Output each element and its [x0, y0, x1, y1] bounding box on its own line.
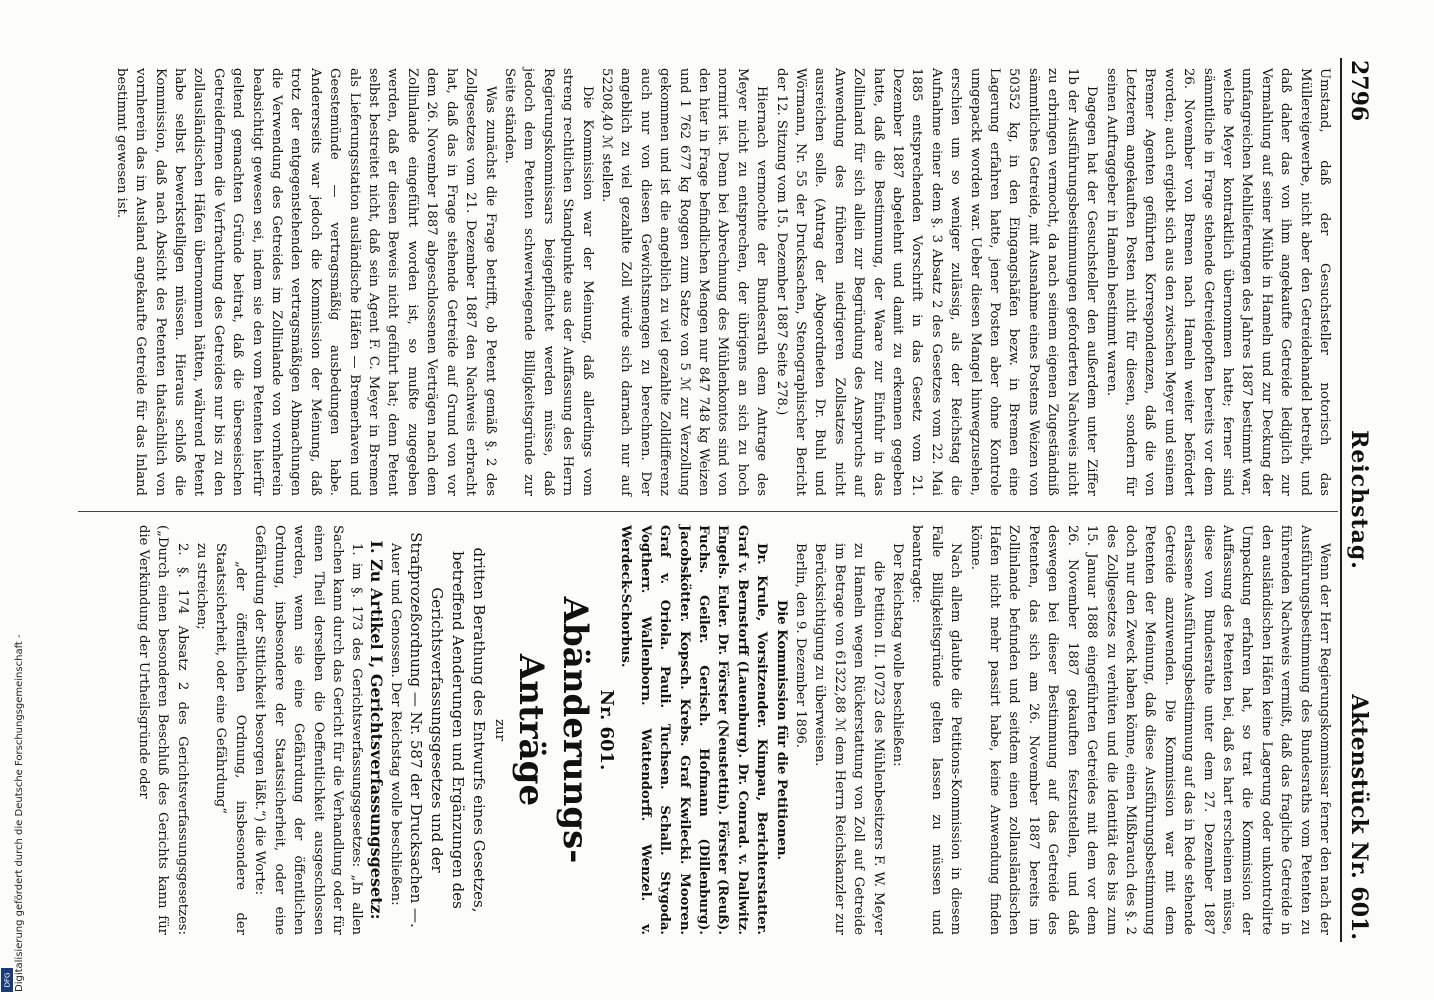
paragraph: Dagegen hat der Gesuchsteller den außerdem unter Ziffer 1b der Ausführungsbestimmungen geforderten Nachweis nicht zu erbringen vermocht, da nach seinem eigenen Zugeständniß sämmtliches Getreide, mit Ausnahme eines Postens Weizen von 50352 kg, in den Eingangshäfen bezw. in Bremen eine Lagerung erfahren hatte, jener Posten aber ohne Kontrole umgepackt worden war. Ueber diesen Mangel hinwegzusehen, erschien um so weniger zulässig, als der Reichstag die Aufnahme einer dem §. 3 Absatz 2 des Gesetzes vom 22. Mai 1885 entsprechenden Vorschrift in das Gesetz vom 21. Dezember 1887 abgelehnt und damit zu erkennen gegeben hatte, daß die Bestimmung, der Waare zur Einfuhr in das Zollinland für sich allein zur Begründung des Anspruchs auf Anwendung des früheren niedrigeren Zollsatzes nicht ausreichen solle. (Antrag der Abgeordneten Dr. Buhl und Wörmann, Nr. 55 der Drucksachen, Stenographischer Bericht der 12. Sitzung vom 15. Dezember 1887 Seite 278.)	[773, 68, 1100, 496]
amendment-item: 2. §. 174 Absatz 2 des Gerichtsverfassungsgesetzes: („Durch einen besonderen Beschluß des Gerichts kann für die Verkündung der Urtheilsgründe oder	[135, 525, 190, 935]
paragraph: Was zunächst die Frage betrifft, ob Petent gemäß §. 2 des Zollgesetzes vom 21. Dezember 1887 den Nachweis erbracht hat, daß das in Frage stehende Getreide auf Grund von vor dem 26. November 1887 abgeschlossenen Verträgen nach dem Zollinlande eingeführt worden ist, so mußte zugegeben werden, daß er diesen Beweis nicht geführt hat; denn Petent selbst bestreitet nicht, daß sein Agent F. C. Meyer in Bremen als Lieferungsstation ausländische Häfen — Bremerhaven und Geestemünde — vertragsmäßig ausbedungen habe. Andererseits war jedoch die Kommission der Meinung, daß trotz der entgegenstehenden vertragsmäßigen Abmachungen die Verwendung des Getreides im Zollinlande von vornherein beabsichtigt gewesen sei, indem sie den vom Petenten hierfür geltend gemachten Gründe beitrat, daß die überseeischen Getreidefirmen die Verfrachtung des Getreides nur bis zu den zollausländischen Häfen übernommen hätten, während Petent habe selbst bewerkstelligen müssen. Hieraus schloß die Kommission, daß nach Absicht des Petenten thatsächlich von vornherein das im Ausland angekaufte Getreide für das Inland bestimmt gewesen ist.	[113, 68, 498, 496]
header-rule	[1340, 58, 1342, 942]
running-header	[1342, 60, 1372, 940]
page-number: 2796	[1346, 60, 1372, 122]
header-title: Reichstag.	[1346, 430, 1372, 570]
dfg-logo-text: DFG	[3, 972, 11, 988]
amendments-title: Abänderungs-Anträge	[510, 596, 595, 864]
commission-members: Dr. Krule, Vorsitzender. Kimpau, Berichterstatter. Graf v. Bernstorff (Lauenburg). Dr. Conrad. v. Dallwitz. Engels. Euler. Dr. Förster (Neustettin). Förster (Reuß). Fuchs. Geiler. Gerisch. Hofmann (Dillenburg). Jacobskötter. Kopsch. Krebs. Graf Kwilecki. Mooren. Graf v. Oriola. Pauli. Tuchsen. Schall. Stygoda. Vogtherr. Wallenborn. Wattendorff. Wenzel. v. Werdeck-Schorbus.	[618, 525, 770, 935]
paragraph: Nach allem glaubte die Petitions-Kommission in diesem Falle Billigkeitsgründe gelten lassen zu müssen und beantragte:	[909, 525, 964, 935]
right-column	[133, 525, 1334, 935]
resolution-text: die Petition II. 10723 des Mühlenbesitzers F. W. Meyer zu Hameln wegen Rückerstattung von Zoll auf Getreide im Betrage von 61322,88 ℳ dem Herrn Reichskanzler zur Berücksichtigung zu überweisen.	[812, 543, 886, 935]
paragraph: Hiernach vermochte der Bundesrath dem Antrage des Meyer nicht zu entsprechen, der übrigens an sich zu hoch normirt ist. Denn bei Abrechnung des Mühlenkontos sind von den hier in Frage befindlichen Mengen nur 847 748 kg Weizen und 1 762 677 kg Roggen zum Satze von 5 ℳ zur Verzollung gekommen und ist die angeblich zu viel gezahlte Zolldifferenz auch nur von diesen Gewichtsmengen zu berechnen. Der angeblich zu viel gezahlte Zoll würde sich darnach nur auf 52208,40 ℳ stellen.	[598, 68, 770, 496]
amendment-quote: „der öffentlichen Ordnung, insbesondere der Staatssicherheit, oder eine Gefährdung“	[213, 543, 248, 935]
date-line: Berlin, den 9. Dezember 1896.	[793, 543, 809, 748]
column-divider	[78, 511, 1338, 512]
document-reference: Aktenstück Nr. 601.	[1346, 694, 1372, 940]
amendments-subtitle: dritten Berathung des Entwurfs eines Gesetzes, betreffend Aenderungen und Ergänzungen des Gerichtsverfassungsgesetzes und der Strafprozeßordnung — Nr. 587 der Drucksachen —.	[407, 532, 489, 928]
resolution-intro: Der Reichstag wolle beschließen:	[890, 543, 906, 767]
amendment-item: 1. im §. 173 des Gerichtsverfassungsgesetzes: „In allen Sachen kann durch das Gericht für die Verhandlung oder für einen Theil derselben die Oeffentlichkeit ausgeschlossen werden, wenn sie eine Gefährdung der öffentlichen Ordnung, insbesondere der Staatssicherheit, oder eine Gefährdung der Sittlichkeit besorgen läßt.“) die Worte:	[252, 525, 365, 935]
paragraph: Die Kommission war der Meinung, daß allerdings vom streng rechtlichen Standpunkte aus der Auffassung des Herrn Regierungskommissars beigepflichtet werden müsse, daß jedoch dem Petenten schwerwiegende Billigkeitsgründe zur Seite ständen.	[501, 68, 595, 496]
left-column	[111, 68, 1334, 496]
movers-line: Auer und Genossen. Der Reichstag wolle beschließen:	[388, 543, 404, 906]
paragraph: Wenn der Herr Regierungskommissar ferner den nach der Ausführungsbestimmung des Bundesraths vom Petenten zu führenden Nachweis vermißt, daß das fragliche Getreide in den ausländischen Häfen keine Lagerung oder unkontrolirte Umpackung erfahren hat, so trat die Kommission der Auffassung des Petenten bei, daß es hart erscheinen müsse, diese vom Bundesrathe unter dem 27. Dezember 1887 erlassene Ausführungsbestimmung auf das in Rede stehende Getreide anzuwenden. Die Kommission war mit dem Petenten der Meinung, daß diese Ausführungsbestimmung doch nur den Zweck haben könne, einen Mißbrauch des §. 2 des Zollgesetzes zu verhüten und die Identität des bis zum 15. Januar 1888 eingeführten Getreides mit dem vor dem 26. November 1887 gekauften festzustellen, und daß deswegen bei dieser Bestimmung auf das Getreide des Petenten, das sich am 26. November 1887 bereits im Zollinlande befunden und seitdem einen zollausländischen Hafen nicht mehr passirt habe, keine Anwendung finden könne.	[967, 525, 1332, 935]
dfg-logo	[1, 968, 13, 992]
digitization-note	[0, 0, 25, 1000]
paragraph: Umstand, daß der Gesuchsteller notorisch das Müllereigewerbe, nicht aber den Getreidehandel betreibt, und daß daher das von ihm angekaufte Getreide lediglich zur Vermahlung auf seiner Mühle in Hameln und zur Deckung der umfangreichen Mehllieferungen des Jahres 1887 bestimmt war, welche Meyer kontraktlich übernommen hatte; ferner sind sämmtliche in Frage stehende Getreidepoften bereits vor dem 26. November von Bremen nach Hameln weiter befördert worden; auch ergiebt sich aus den zwischen Meyer und seinem Bremer Agenten geführten Korrespondenzen, daß die von Letzterem angekauften Posten nicht für diesen, sondern für seinen Auftraggeber in Hameln bestimmt waren.	[1103, 68, 1332, 496]
commission-title: Die Kommission für die Petitionen.	[773, 599, 789, 861]
amendment-action: zu streichen;	[194, 543, 210, 630]
funding-note-text: Digitalisierung gefördert durch die Deutsche Forschungsgemeinschaft -	[14, 634, 25, 992]
article-heading: I. Zu Artikel I, Gerichtsverfassungsgesetz:	[366, 540, 386, 920]
document-number: Nr. 601.	[595, 689, 617, 771]
zur-line: zur	[491, 719, 507, 741]
